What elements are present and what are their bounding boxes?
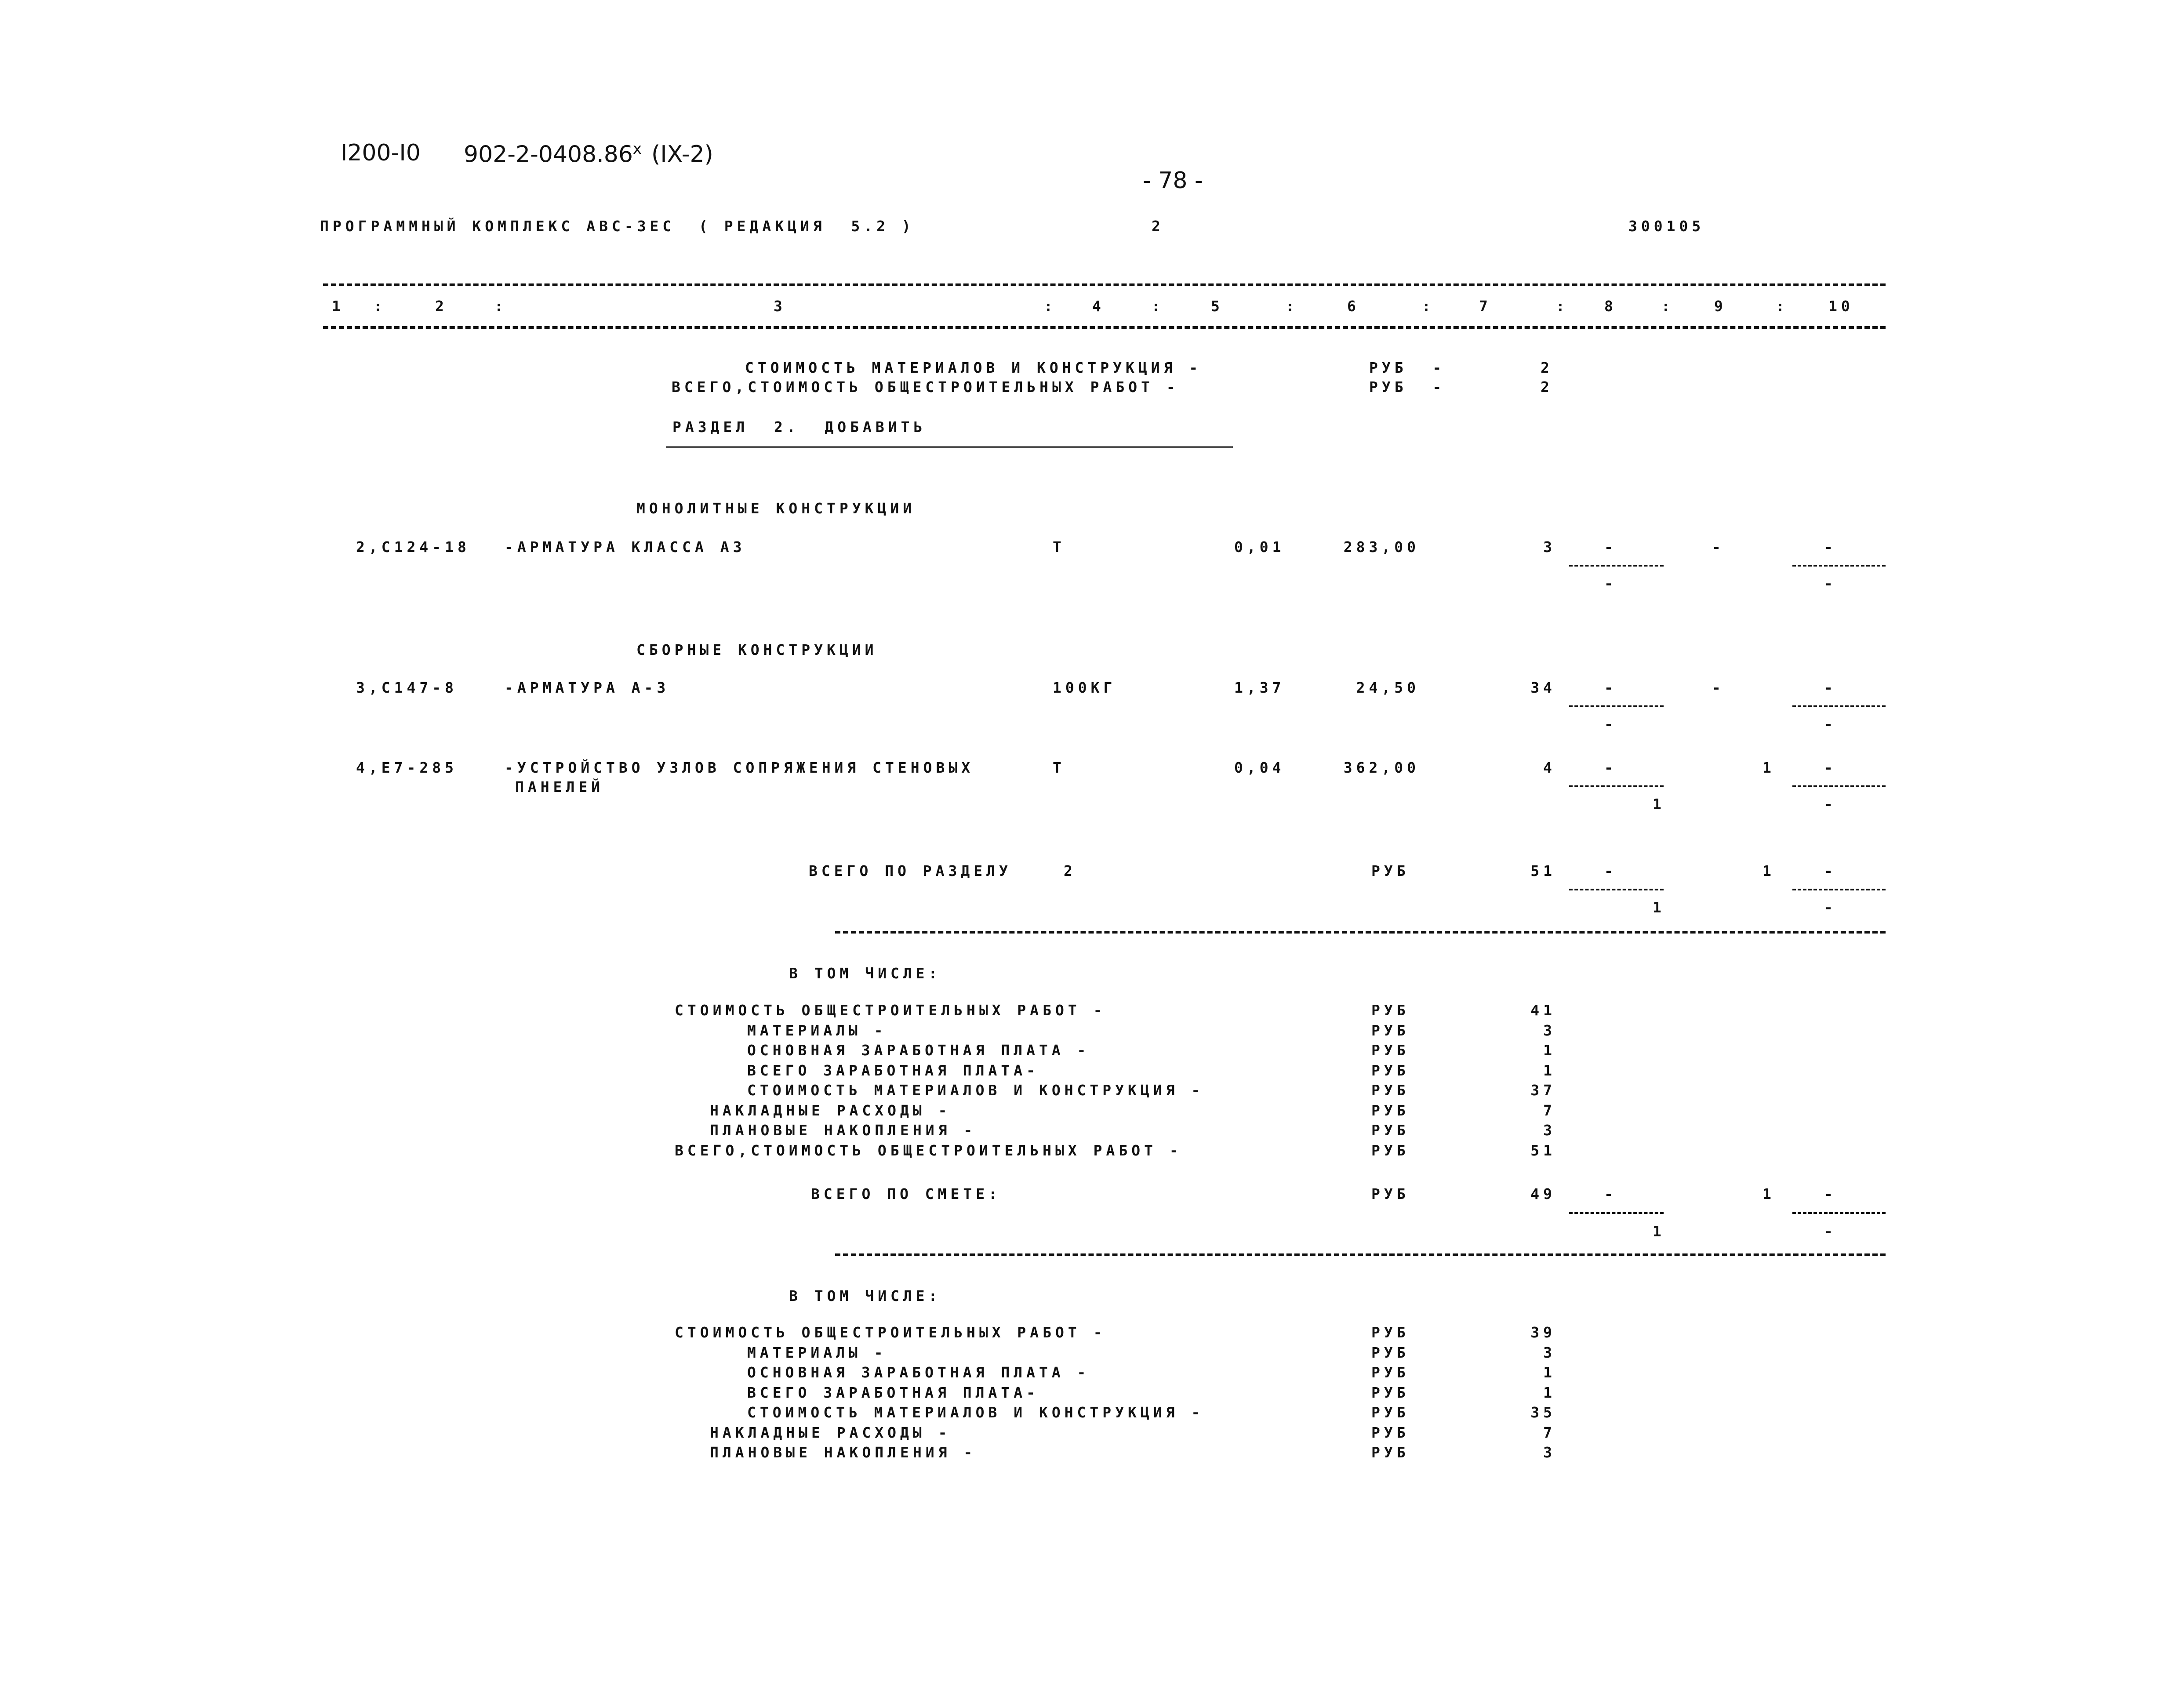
column-header-3: 3	[774, 298, 786, 315]
incl-line-value: 39	[1530, 1324, 1556, 1341]
row-col10-bottom: -	[1824, 716, 1837, 733]
table-header-rule	[323, 326, 1886, 329]
section-total-rule	[835, 931, 1886, 934]
page-number: - 78 -	[1143, 167, 1203, 194]
column-header-2: 2	[435, 298, 448, 315]
row-name: -УСТРОЙСТВО УЗЛОВ СОПРЯЖЕНИЯ СТЕНОВЫХ	[505, 759, 974, 776]
subtitle-prefab: СБОРНЫЕ КОНСТРУКЦИИ	[636, 641, 878, 658]
column-separator: :	[1044, 298, 1057, 315]
estimate-total-c9: 1	[1762, 1185, 1775, 1202]
series-main: 902-2-0408.86	[464, 141, 633, 168]
column-header-5: 5	[1211, 298, 1224, 315]
incl-line-unit: РУБ	[1371, 1444, 1410, 1461]
document-code: I200-I0	[341, 140, 421, 166]
row-col9: -	[1712, 538, 1725, 556]
column-header-8: 8	[1604, 298, 1617, 315]
program-edition: ( РЕДАКЦИЯ 5.2 )	[699, 218, 915, 235]
top-line1-label: СТОИМОСТЬ МАТЕРИАЛОВ И КОНСТРУКЦИЯ -	[745, 359, 1202, 376]
column-header-7: 7	[1479, 298, 1492, 315]
row-col8-bottom: 1	[1653, 796, 1665, 813]
row-col8-bottom: -	[1604, 716, 1617, 733]
incl-line-value: 7	[1543, 1102, 1556, 1119]
series-superscript: x	[632, 140, 642, 158]
estimate-total-unit: РУБ	[1371, 1185, 1410, 1202]
row-quantity: 0,01	[1234, 538, 1285, 556]
incl-line-unit: РУБ	[1371, 1022, 1410, 1039]
row-quantity: 0,04	[1234, 759, 1285, 776]
row-unit: Т	[1053, 759, 1065, 776]
incl-line-unit: РУБ	[1371, 1364, 1410, 1381]
row-name: -АРМАТУРА А-3	[505, 679, 670, 696]
incl-line-unit: РУБ	[1371, 1344, 1410, 1361]
column-header-10: 10	[1828, 298, 1854, 315]
section-title-underline	[666, 446, 1233, 448]
row-code: 4,Е7-285	[356, 759, 458, 776]
incl-line-unit: РУБ	[1371, 1042, 1410, 1059]
section-total-label: ВСЕГО ПО РАЗДЕЛУ	[809, 862, 1012, 879]
table-top-rule	[323, 283, 1886, 286]
row-col7: 34	[1530, 679, 1556, 696]
incl-line-unit: РУБ	[1371, 1102, 1410, 1119]
estimate-total-c10-top: -	[1824, 1185, 1837, 1202]
row-col8-top: -	[1604, 538, 1617, 556]
row-quantity: 1,37	[1234, 679, 1285, 696]
column-separator: :	[1422, 298, 1435, 315]
incl2-title: В ТОМ ЧИСЛЕ:	[789, 1287, 941, 1304]
incl-line-label: МАТЕРИАЛЫ -	[747, 1022, 887, 1039]
incl-line-unit: РУБ	[1371, 1142, 1410, 1159]
estimate-total-label: ВСЕГО ПО СМЕТЕ:	[811, 1185, 1002, 1202]
column-separator: :	[1661, 298, 1674, 315]
row-col10-rule	[1792, 565, 1886, 567]
incl-line-value: 3	[1543, 1022, 1556, 1039]
column-separator: :	[494, 298, 507, 315]
incl-line-label: ПЛАНОВЫЕ НАКОПЛЕНИЯ -	[710, 1444, 977, 1461]
incl-line-unit: РУБ	[1371, 1404, 1410, 1421]
estimate-total-c8-bottom: 1	[1653, 1223, 1665, 1240]
section-title: РАЗДЕЛ 2. ДОБАВИТЬ	[672, 418, 927, 436]
column-header-9: 9	[1714, 298, 1727, 315]
incl1-title: В ТОМ ЧИСЛЕ:	[789, 965, 941, 982]
series-issue: (IX-2)	[651, 141, 713, 168]
top-line2-label: ВСЕГО,СТОИМОСТЬ ОБЩЕСТРОИТЕЛЬНЫХ РАБОТ -	[672, 378, 1179, 396]
estimate-total-c10-rule	[1792, 1212, 1886, 1214]
incl-line-unit: РУБ	[1371, 1002, 1410, 1019]
section-total-c10-top: -	[1824, 862, 1837, 879]
row-name: -АРМАТУРА КЛАССА А3	[505, 538, 746, 556]
column-separator: :	[1556, 298, 1569, 315]
row-col8-rule	[1569, 565, 1664, 567]
incl-line-unit: РУБ	[1371, 1384, 1410, 1401]
incl-line-label: НАКЛАДНЫЕ РАСХОДЫ -	[710, 1424, 951, 1441]
incl-line-value: 37	[1530, 1082, 1556, 1099]
incl-line-unit: РУБ	[1371, 1122, 1410, 1139]
section-total-section: 2	[1064, 862, 1076, 879]
row-col10-bottom: -	[1824, 575, 1837, 592]
section-total-c8-rule	[1569, 889, 1664, 890]
incl-line-label: МАТЕРИАЛЫ -	[747, 1344, 887, 1361]
column-header-1: 1	[332, 298, 345, 315]
section-total-c8-bottom: 1	[1653, 899, 1665, 916]
incl-line-value: 1	[1543, 1062, 1556, 1079]
estimate-total-c10-bottom: -	[1824, 1223, 1837, 1240]
series-number	[464, 142, 713, 166]
row-col8-rule	[1569, 705, 1664, 707]
column-header-6: 6	[1347, 298, 1360, 315]
incl-line-value: 1	[1543, 1364, 1556, 1381]
top-line1-value: 2	[1541, 359, 1553, 376]
row-col10-top: -	[1824, 679, 1837, 696]
row-col9: -	[1712, 679, 1725, 696]
incl-line-label: ОСНОВНАЯ ЗАРАБОТНАЯ ПЛАТА -	[747, 1364, 1090, 1381]
incl-line-label: СТОИМОСТЬ МАТЕРИАЛОВ И КОНСТРУКЦИЯ -	[747, 1404, 1204, 1421]
row-code: 3,С147-8	[356, 679, 458, 696]
row-col10-top: -	[1824, 538, 1837, 556]
row-col10-rule	[1792, 705, 1886, 707]
incl-line-value: 41	[1530, 1002, 1556, 1019]
incl-line-value: 1	[1543, 1042, 1556, 1059]
row-col8-bottom: -	[1604, 575, 1617, 592]
top-line2-value: 2	[1541, 378, 1553, 396]
row-code: 2,С124-18	[356, 538, 470, 556]
incl-line-unit: РУБ	[1371, 1324, 1410, 1341]
row-name-continued: ПАНЕЛЕЙ	[515, 778, 604, 796]
incl-line-label: СТОИМОСТЬ ОБЩЕСТРОИТЕЛЬНЫХ РАБОТ -	[675, 1324, 1106, 1341]
incl-line-value: 7	[1543, 1424, 1556, 1441]
row-col10-top: -	[1824, 759, 1837, 776]
section-total-c7: 51	[1530, 862, 1556, 879]
estimate-total-c7: 49	[1530, 1185, 1556, 1202]
incl-line-value: 35	[1530, 1404, 1556, 1421]
row-price: 24,50	[1356, 679, 1420, 696]
top-line1-unit: РУБ -	[1369, 359, 1446, 376]
top-line2-unit: РУБ -	[1369, 378, 1446, 396]
row-price: 362,00	[1343, 759, 1420, 776]
row-col7: 3	[1543, 538, 1556, 556]
document-id: 300105	[1628, 218, 1705, 235]
incl-line-unit: РУБ	[1371, 1082, 1410, 1099]
incl-line-value: 51	[1530, 1142, 1556, 1159]
row-col10-bottom: -	[1824, 796, 1837, 813]
row-unit: Т	[1053, 538, 1065, 556]
row-unit: 100КГ	[1053, 679, 1116, 696]
section-total-c9: 1	[1762, 862, 1775, 879]
incl-line-label: ВСЕГО,СТОИМОСТЬ ОБЩЕСТРОИТЕЛЬНЫХ РАБОТ -	[675, 1142, 1182, 1159]
incl-line-label: ВСЕГО ЗАРАБОТНАЯ ПЛАТА-	[747, 1062, 1039, 1079]
column-separator: :	[1152, 298, 1164, 315]
incl-line-label: ОСНОВНАЯ ЗАРАБОТНАЯ ПЛАТА -	[747, 1042, 1090, 1059]
row-col10-rule	[1792, 785, 1886, 787]
incl-line-label: НАКЛАДНЫЕ РАСХОДЫ -	[710, 1102, 951, 1119]
incl-line-value: 3	[1543, 1122, 1556, 1139]
column-separator: :	[374, 298, 386, 315]
section-total-c8-top: -	[1604, 862, 1617, 879]
incl-line-value: 1	[1543, 1384, 1556, 1401]
incl-line-unit: РУБ	[1371, 1062, 1410, 1079]
program-name: ПРОГРАММНЫЙ КОМПЛЕКС АВС-3ЕС	[320, 218, 676, 235]
row-price: 283,00	[1343, 538, 1420, 556]
column-separator: :	[1286, 298, 1298, 315]
incl-line-label: ПЛАНОВЫЕ НАКОПЛЕНИЯ -	[710, 1122, 977, 1139]
estimate-total-c8-rule	[1569, 1212, 1664, 1214]
incl-line-label: СТОИМОСТЬ МАТЕРИАЛОВ И КОНСТРУКЦИЯ -	[747, 1082, 1204, 1099]
section-total-unit: РУБ	[1371, 862, 1410, 879]
section-total-c10-bottom: -	[1824, 899, 1837, 916]
row-col7: 4	[1543, 759, 1556, 776]
incl-line-label: СТОИМОСТЬ ОБЩЕСТРОИТЕЛЬНЫХ РАБОТ -	[675, 1002, 1106, 1019]
row-col8-top: -	[1604, 679, 1617, 696]
incl-line-value: 3	[1543, 1444, 1556, 1461]
row-col8-rule	[1569, 785, 1664, 787]
row-col9: 1	[1762, 759, 1775, 776]
estimate-total-c8-top: -	[1604, 1185, 1617, 1202]
subtitle-monolith: МОНОЛИТНЫЕ КОНСТРУКЦИИ	[636, 500, 916, 517]
incl-line-value: 3	[1543, 1344, 1556, 1361]
row-col8-top: -	[1604, 759, 1617, 776]
section-total-c10-rule	[1792, 889, 1886, 890]
incl-line-unit: РУБ	[1371, 1424, 1410, 1441]
estimate-total-rule	[835, 1253, 1886, 1256]
column-separator: :	[1776, 298, 1788, 315]
incl-line-label: ВСЕГО ЗАРАБОТНАЯ ПЛАТА-	[747, 1384, 1039, 1401]
sheet-number: 2	[1152, 218, 1164, 235]
column-header-4: 4	[1092, 298, 1105, 315]
